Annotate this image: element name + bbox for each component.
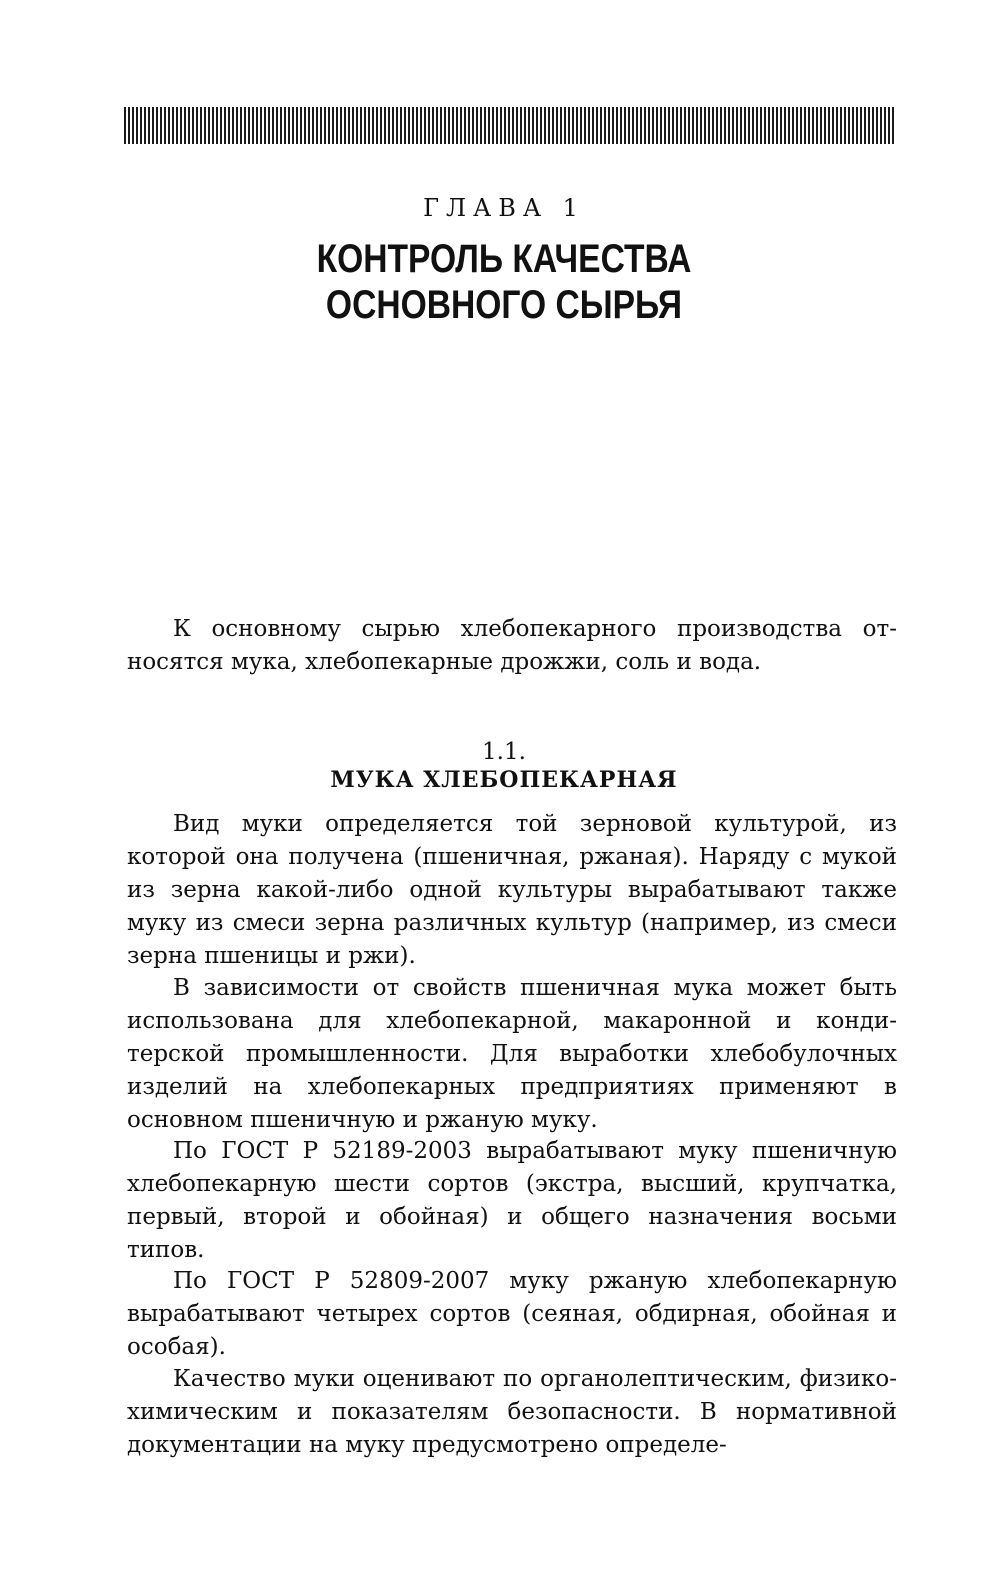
section-title: МУКА ХЛЕБОПЕКАРНАЯ	[330, 767, 678, 793]
chapter-title	[81, 236, 928, 328]
chapter-label: ГЛАВА 1	[423, 194, 585, 222]
chapter-title-line-1: КОНТРОЛЬ КАЧЕСТВА	[316, 237, 692, 281]
chapter-ornament-bar	[124, 107, 896, 144]
section-number: 1.1.	[482, 739, 526, 765]
intro-paragraph: К основному сырью хлебопекарного производства относятся мука, хлебопекарные дрожжи, соль и вода.	[127, 616, 897, 675]
body-paragraph-5: Качество муки оценивают по органолептическим, физико-химическим и показателям безопасности. В нормативной документации на муку предусмотрено определе-	[127, 1366, 897, 1458]
body-paragraph-2: В зависимости от свойств пшеничная мука может быть использована для хлебопекарной, макаронной и кондитерской промышленности. Для выработки хлебобулочных изделий на хлебопекарных предприятиях применяют в основном пшеничную и ржаную муку.	[127, 975, 897, 1133]
body-paragraph-4: По ГОСТ Р 52809-2007 муку ржаную хлебопекарную вырабатывают четырех сортов (сеяная, обдирная, обойная и особая).	[127, 1268, 897, 1360]
body-paragraph-1: Вид муки определяется той зерновой культурой, из которой она получена (пшеничная, ржаная). Наряду с мукой из зерна какой-либо одной культуры вырабатывают также муку из смеси зерна различных культур (например, из смеси зерна пшеницы и ржи).	[127, 811, 897, 969]
body-paragraph-3: По ГОСТ Р 52189-2003 вырабатывают муку пшеничную хлебопекарную шести сортов (экстра, высший, крупчатка, первый, второй и обойная) и общего назначения восьми типов.	[127, 1138, 897, 1263]
chapter-title-line-2: ОСНОВНОГО СЫРЬЯ	[325, 283, 683, 327]
